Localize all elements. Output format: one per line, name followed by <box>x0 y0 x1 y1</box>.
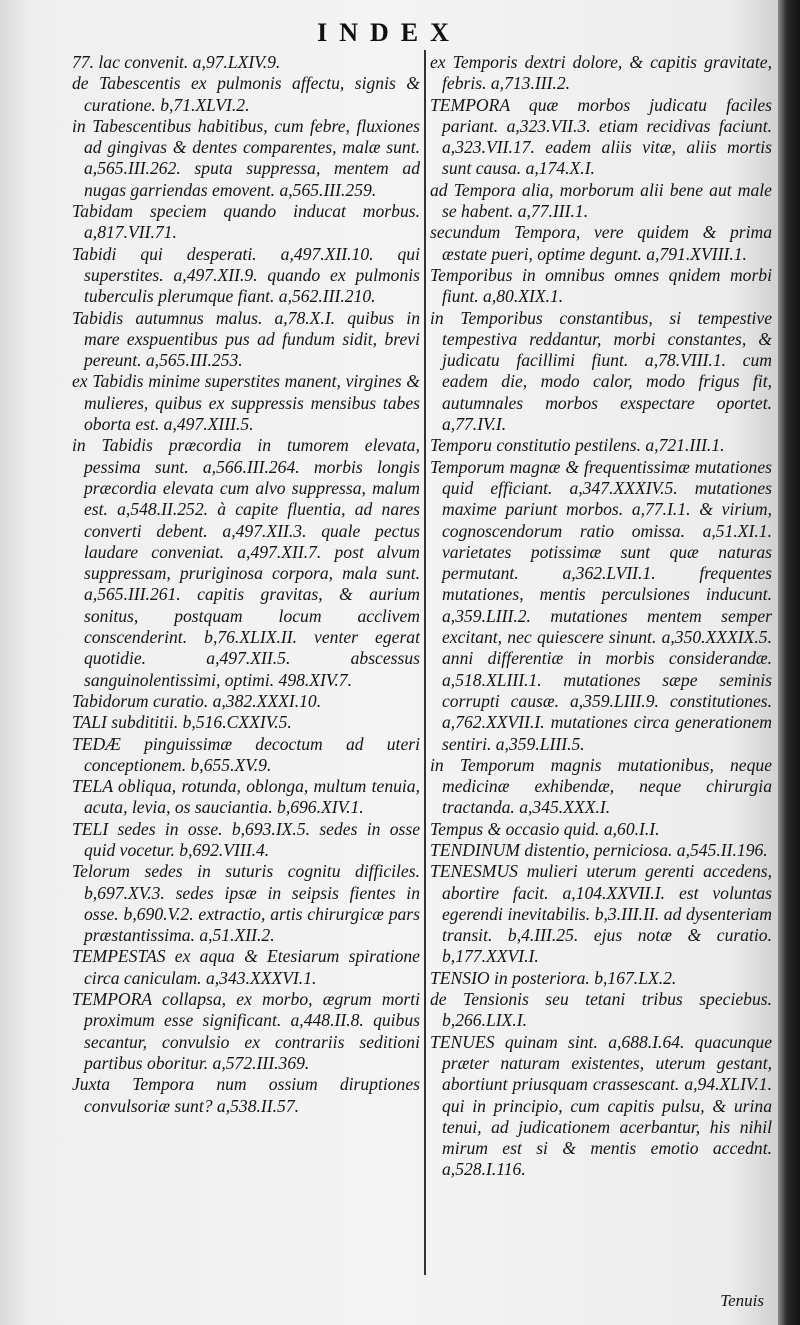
index-entry: in Tabescentibus habitibus, cum febre, fluxiones ad gingivas & dentes comparentes, malæ sunt. a,565.III.262. sputa suppressa, mentem ad nugas garriendas emovent. a,565.III.259. <box>72 115 420 200</box>
index-entry: Tabidis autumnus malus. a,78.X.I. quibus in mare exspuentibus pus ad fundum sidit, brevi pereunt. a,565.III.253. <box>72 307 420 371</box>
index-entry: in Tabidis præcordia in tumorem elevata, pessima sunt. a,566.III.264. morbis longis præcordia elevata cum alvo suppressa, malum est. a,548.II.252. à capite fluentia, ad nares converti debent. a,497.XII.3. quale pectus laudare conveniat. a,497.XII.7. post alvum suppressam, pruriginosa corpora, mala sunt. a,565.III.261. capitis gravitas, & aurium sonitus, postquam locum acclivem conscenderint. b,76.XLIX.II. venter egerat quotidie. a,497.XII.5. abscessus sanguinolentissimi, optimi. 498.XIV.7. <box>72 435 420 690</box>
index-entry: 77. lac convenit. a,97.LXIV.9. <box>72 52 281 72</box>
index-entry: de Tensionis seu tetani tribus speciebus. b,266.LIX.I. <box>430 989 772 1031</box>
index-entry: TELA obliqua, rotunda, oblonga, multum tenuia, acuta, levia, os sauciantia. b,696.XIV.1. <box>72 776 420 818</box>
index-entry: TEMPESTAS ex aqua & Etesiarum spiratione circa caniculam. a,343.XXXVI.1. <box>72 946 420 988</box>
index-entry: TENUES quinam sint. a,688.I.64. quacunque præter naturam existentes, uterum gestant, abortiunt priusquam crassescant. a,94.XLIV.1. qui in principio, cum capitis pulsu, & urina tenui, ad judicationem acerbantur, his nihil mirum est si & mentis emotio accednt. a,528.I.116. <box>430 1031 772 1180</box>
index-entry: Juxta Tempora num ossium diruptiones convulsoriæ sunt? a,538.II.57. <box>72 1074 420 1116</box>
index-entry: Tempus & occasio quid. a,60.I.I. <box>430 818 660 839</box>
index-entry: TALI subdititii. b,516.CXXIV.5. <box>72 712 292 733</box>
left-column <box>72 52 420 1117</box>
index-entry: in Temporum magnis mutationibus, neque medicinæ exhibendæ, neque chirurgia tractanda. a,345.XXX.I. <box>430 754 772 818</box>
right-column <box>430 52 772 1181</box>
index-entry: TEMPORA quæ morbos judicatu faciles pariant. a,323.VII.3. etiam recidivas faciunt. a,323.VII.17. eadem aliis vitæ, aliis mortis sunt causa. a,174.X.I. <box>430 94 772 179</box>
index-entry: Temporu constitutio pestilens. a,721.III.1. <box>430 435 725 456</box>
index-entry: Tabidi qui desperati. a,497.XII.10. qui superstites. a,497.XII.9. quando ex pulmonis tuberculis plerumque fiant. a,562.III.210. <box>72 243 420 307</box>
index-entry: Temporibus in omnibus omnes qnidem morbi fiunt. a,80.XIX.1. <box>430 264 772 307</box>
index-entry: Tabidam speciem quando inducat morbus. a,817.VII.71. <box>72 201 420 243</box>
page-edge <box>778 0 800 1325</box>
index-entry: Telorum sedes in suturis cognitu difficiles. b,697.XV.3. sedes ipsæ in seipsis fientes in osse. b,690.V.2. extractio, artis chirurgicæ pars præstantissima. a,51.XII.2. <box>72 861 420 946</box>
index-entry: ad Tempora alia, morborum alii bene aut male se habent. a,77.III.1. <box>430 179 772 222</box>
index-entry: Temporum magnæ & frequentissimæ mutationes quid efficiant. a,347.XXXIV.5. mutationes maxime pariunt morbos. a,77.I.1. & virium, cognoscendorum ratio omissa. a,51.XI.1. varietates potissimæ sunt quæ naturas permutant. a,362.LVII.1. frequentes mutationes, mentis perculsiones inducunt. a,359.LIII.2. mutationes mentem semper excitant, nec quiescere sinunt. a,350.XXXIX.5. anni differentiæ in morbis considerandæ. a,518.XLIII.1. mutationes sæpe seminis corrupti causæ. a,359.LIII.9. constitutiones. a,762.XXVII.I. mutationes circa generationem sentiri. a,359.LIII.5. <box>430 456 772 754</box>
index-entry: ex Tabidis minime superstites manent, virgines & mulieres, quibus ex suppressis mensibus tabes oborta est. a,497.XIII.5. <box>72 371 420 435</box>
index-entry: in Temporibus constantibus, si tempestive tempestiva reddantur, morbi constantes, & judicatu facillimi fiunt. a,78.VIII.1. cum eadem die, modo calor, modo frigus fit, autumnales morbos exspectare oportet. a,77.IV.I. <box>430 307 772 435</box>
index-entry: TEDÆ pinguissimæ decoctum ad uteri conceptionem. b,655.XV.9. <box>72 733 420 775</box>
page-header: INDEX <box>317 18 461 47</box>
catchword: Tenuis <box>720 1291 764 1310</box>
index-entry: TEMPORA collapsa, ex morbo, ægrum morti proximum esse significant. a,448.II.8. quibus secantur, convulsio ex contrariis seditioni partibus oboritur. a,572.III.369. <box>72 989 420 1073</box>
column-divider <box>424 50 426 1275</box>
index-entry: TENDINUM distentio, perniciosa. a,545.II.196. <box>430 839 768 860</box>
index-entry: secundum Tempora, vere quidem & prima æstate pueri, optime degunt. a,791.XVIII.1. <box>430 222 772 264</box>
index-entry: TENESMUS mulieri uterum gerenti accedens, abortire facit. a,104.XXVII.I. est voluntas egerendi inevitabilis. b,3.III.II. ad dysenteriam transit. b,4.III.25. ejus notæ & curatio. b,177.XXVI.I. <box>430 861 772 967</box>
index-entry: TELI sedes in osse. b,693.IX.5. sedes in osse quid vocetur. b,692.VIII.4. <box>72 818 420 860</box>
index-entry: TENSIO in posteriora. b,167.LX.2. <box>430 967 677 988</box>
index-entry: ex Temporis dextri dolore, & capitis gravitate, febris. a,713.III.2. <box>430 52 772 94</box>
index-entry: Tabidorum curatio. a,382.XXXI.10. <box>72 690 322 711</box>
index-entry: de Tabescentis ex pulmonis affectu, signis & curatione. b,71.XLVI.2. <box>72 73 420 115</box>
